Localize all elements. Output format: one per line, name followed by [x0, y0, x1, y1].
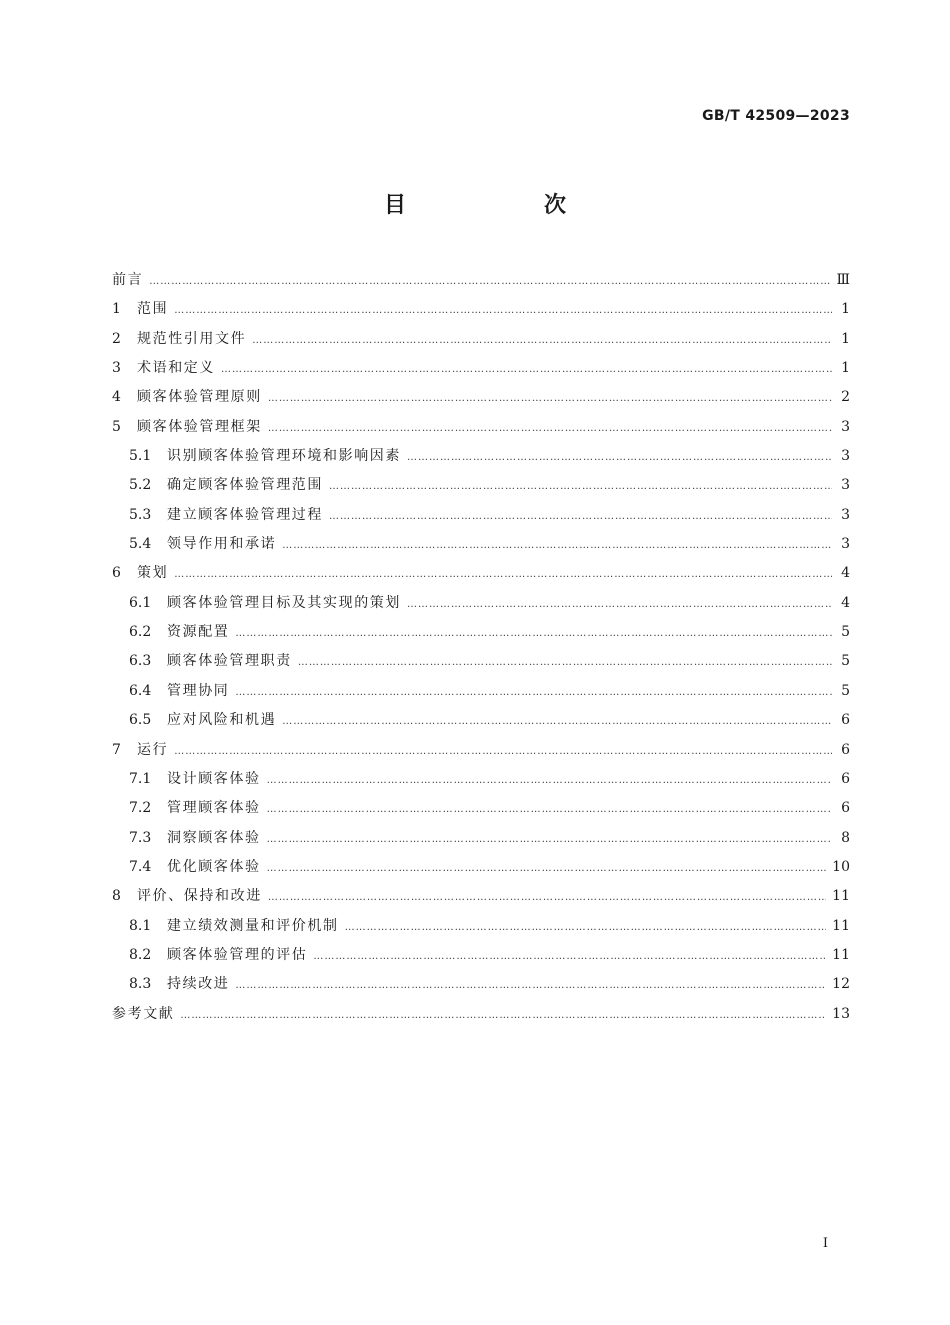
toc-entry-number: 3: [112, 360, 121, 377]
toc-entry-label: 顾客体验管理原则: [137, 389, 262, 406]
toc-dot-leader: [329, 472, 832, 501]
toc-entry-page: 3: [841, 506, 850, 523]
toc-entry-page: 11: [832, 888, 850, 905]
toc-entry-label: 术语和定义: [137, 360, 215, 377]
toc-entry-page: 5: [841, 624, 850, 641]
toc-dot-leader: [180, 1001, 826, 1030]
toc-entry[interactable]: [112, 295, 850, 324]
toc-dot-leader: [282, 707, 832, 736]
toc-entry-page: 3: [841, 448, 850, 465]
toc-entry-label: 管理顾客体验: [167, 800, 261, 817]
toc-entry-page: 6: [841, 741, 850, 758]
toc-entry-label: 范围: [137, 301, 169, 318]
toc-entry-page: 2: [841, 389, 850, 406]
page-number: I: [822, 1236, 828, 1251]
toc-entry-number: 2: [112, 330, 121, 347]
toc-entry-label: 领导作用和承诺: [167, 536, 277, 553]
toc-entry-page: 12: [832, 976, 850, 993]
toc-entry-label: 顾客体验管理的评估: [167, 946, 308, 963]
toc-entry[interactable]: [112, 530, 850, 559]
toc-entry-page: 1: [841, 330, 850, 347]
toc-entry-number: 6.1: [129, 594, 152, 611]
toc-entry-page: 3: [841, 477, 850, 494]
toc-entry-number: 6: [112, 565, 121, 582]
toc-entry[interactable]: [112, 325, 850, 354]
toc-dot-leader: [407, 590, 832, 619]
toc-entry-number: 5.4: [129, 536, 152, 553]
toc-entry[interactable]: [112, 765, 850, 794]
toc-dot-leader: [313, 942, 826, 971]
toc-dot-leader: [329, 502, 832, 531]
toc-entry[interactable]: [112, 442, 850, 471]
toc-entry[interactable]: [112, 618, 850, 647]
toc-entry[interactable]: [112, 266, 850, 295]
toc-entry[interactable]: [112, 413, 850, 442]
toc-entry-page: 13: [832, 1005, 850, 1022]
toc-entry-label: 运行: [137, 741, 169, 758]
toc-entry-page: 3: [841, 418, 850, 435]
toc-entry-number: 8: [112, 888, 121, 905]
toc-dot-leader: [235, 971, 826, 1000]
toc-entry-page: 6: [841, 712, 850, 729]
toc-dot-leader: [267, 766, 832, 795]
toc-entry-number: 7: [112, 741, 121, 758]
toc-entry-number: 5.3: [129, 506, 152, 523]
toc-entry[interactable]: [112, 647, 850, 676]
toc-entry[interactable]: [112, 970, 850, 999]
toc-dot-leader: [407, 443, 832, 472]
toc-entry-page: 10: [832, 858, 850, 875]
toc-entry-page: 6: [841, 800, 850, 817]
toc-entry[interactable]: [112, 736, 850, 765]
toc-entry[interactable]: [112, 559, 850, 588]
toc-entry[interactable]: [112, 354, 850, 383]
toc-entry-label: 应对风险和机遇: [167, 712, 277, 729]
toc-entry-label: 前言: [112, 272, 144, 288]
toc-entry[interactable]: [112, 912, 850, 941]
toc-entry[interactable]: [112, 794, 850, 823]
toc-entry-label: 建立绩效测量和评价机制: [167, 917, 339, 934]
toc-entry-page: 11: [832, 946, 850, 963]
toc-entry-number: 8.3: [129, 976, 152, 993]
toc-entry-page: Ⅲ: [836, 272, 850, 288]
toc-entry-page: 4: [841, 594, 850, 611]
toc-dot-leader: [267, 825, 832, 854]
toc-dot-leader: [174, 737, 832, 766]
toc-entry-label: 参考文献: [112, 1005, 175, 1022]
toc-entry-page: 5: [841, 682, 850, 699]
toc-entry[interactable]: [112, 383, 850, 412]
toc-entry[interactable]: [112, 853, 850, 882]
toc-entry-label: 持续改进: [167, 976, 230, 993]
table-of-contents: [112, 266, 850, 1029]
toc-entry-label: 洞察顾客体验: [167, 829, 261, 846]
toc-dot-leader: [235, 619, 832, 648]
toc-entry-page: 1: [841, 360, 850, 377]
toc-entry-number: 5.1: [129, 448, 152, 465]
toc-entry-label: 顾客体验管理框架: [137, 418, 262, 435]
toc-title: 目 次: [383, 193, 624, 218]
toc-entry-label: 建立顾客体验管理过程: [167, 506, 323, 523]
toc-entry[interactable]: [112, 1000, 850, 1029]
toc-entry[interactable]: [112, 589, 850, 618]
toc-entry-number: 7.3: [129, 829, 152, 846]
toc-dot-leader: [267, 854, 827, 883]
toc-entry[interactable]: [112, 471, 850, 500]
toc-dot-leader: [345, 913, 827, 942]
toc-entry-number: 6.2: [129, 624, 152, 641]
toc-entry-page: 8: [841, 829, 850, 846]
toc-entry-page: 5: [841, 653, 850, 670]
toc-entry-label: 规范性引用文件: [137, 330, 247, 347]
toc-entry-label: 识别顾客体验管理环境和影响因素: [167, 448, 401, 465]
toc-entry-label: 顾客体验管理目标及其实现的策划: [167, 594, 401, 611]
toc-dot-leader: [149, 267, 830, 296]
toc-entry[interactable]: [112, 882, 850, 911]
toc-entry-number: 5: [112, 418, 121, 435]
toc-entry-number: 1: [112, 301, 121, 318]
toc-entry-page: 3: [841, 536, 850, 553]
toc-entry[interactable]: [112, 501, 850, 530]
toc-dot-leader: [174, 296, 832, 325]
toc-entry-number: 8.2: [129, 946, 152, 963]
toc-entry-label: 评价、保持和改进: [137, 888, 262, 905]
toc-entry-label: 策划: [137, 565, 169, 582]
toc-dot-leader: [282, 531, 832, 560]
toc-entry-label: 设计顾客体验: [167, 770, 261, 787]
toc-dot-leader: [268, 414, 832, 443]
toc-entry-page: 1: [841, 301, 850, 318]
toc-dot-leader: [235, 678, 832, 707]
standard-code: GB/T 42509—2023: [702, 108, 850, 124]
toc-entry[interactable]: [112, 677, 850, 706]
toc-entry-number: 7.2: [129, 800, 152, 817]
toc-dot-leader: [221, 355, 832, 384]
toc-dot-leader: [268, 883, 826, 912]
toc-entry[interactable]: [112, 824, 850, 853]
toc-entry-page: 4: [841, 565, 850, 582]
toc-entry-number: 7.4: [129, 858, 152, 875]
toc-entry-number: 6.4: [129, 682, 152, 699]
toc-entry-label: 管理协同: [167, 682, 230, 699]
toc-entry-label: 优化顾客体验: [167, 858, 261, 875]
toc-entry-number: 4: [112, 389, 121, 406]
toc-entry-label: 资源配置: [167, 624, 230, 641]
toc-entry-page: 6: [841, 770, 850, 787]
toc-entry-number: 8.1: [129, 917, 152, 934]
toc-dot-leader: [174, 560, 832, 589]
toc-entry[interactable]: [112, 941, 850, 970]
toc-entry[interactable]: [112, 706, 850, 735]
toc-entry-number: 6.3: [129, 653, 152, 670]
toc-entry-number: 7.1: [129, 770, 152, 787]
toc-entry-label: 顾客体验管理职责: [167, 653, 292, 670]
toc-entry-number: 5.2: [129, 477, 152, 494]
toc-entry-page: 11: [832, 917, 850, 934]
toc-dot-leader: [298, 648, 832, 677]
toc-dot-leader: [267, 795, 832, 824]
toc-entry-number: 6.5: [129, 712, 152, 729]
toc-dot-leader: [252, 326, 832, 355]
toc-dot-leader: [268, 384, 832, 413]
toc-entry-label: 确定顾客体验管理范围: [167, 477, 323, 494]
